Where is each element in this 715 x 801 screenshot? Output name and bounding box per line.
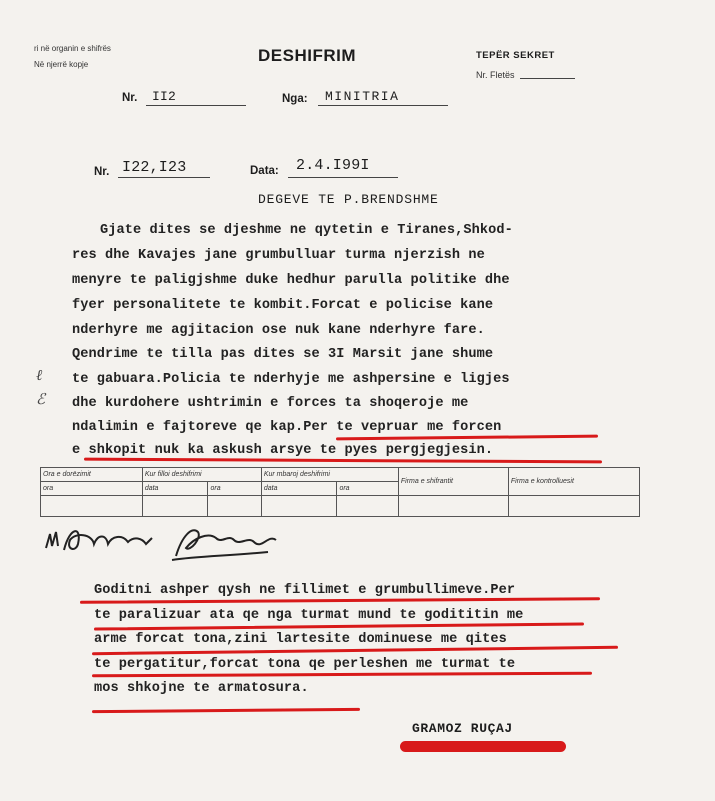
- date-label: Data:: [250, 165, 279, 177]
- margin-handwriting-2: ℰ: [36, 390, 46, 408]
- doc-nr-value: I22,I23: [122, 159, 187, 176]
- body-line: ndalimin e fajtoreve qe kap.Per te vepruar me forcen: [72, 420, 502, 435]
- body-line: te gabuara.Policia te nderhyje me ashpersine e ligjes: [72, 372, 510, 387]
- table-subheader: ora: [337, 482, 398, 496]
- from-line: [318, 105, 448, 106]
- table-subheader: data: [142, 482, 208, 496]
- body-line: Qendrime te tilla pas dites se 3I Marsit jane shume: [72, 347, 494, 362]
- table-subheader: data: [261, 482, 337, 496]
- red-underline: [92, 708, 360, 713]
- body-line: menyre te paligjshme duke hedhur parulla politike dhe: [72, 273, 510, 288]
- table-header: Firma e kontrolluesit: [508, 468, 639, 496]
- table-header: Firma e shifrantit: [398, 468, 508, 496]
- table-header: Ora e dorëzimit: [41, 468, 143, 482]
- handwritten-signature-2: [168, 516, 298, 566]
- table-cell: [142, 496, 208, 517]
- margin-handwriting-1: ℓ: [36, 366, 43, 384]
- addressee: DEGEVE TE P.BRENDSHME: [258, 192, 439, 207]
- red-underline: [92, 672, 592, 678]
- table-header: Kur mbaroj deshifrimi: [261, 468, 398, 482]
- sender-name: GRAMOZ RUÇAJ: [412, 721, 513, 736]
- table-cell: [41, 496, 143, 517]
- red-highlight-mark: [400, 741, 566, 752]
- date-line: [288, 177, 398, 178]
- continued-line: te paralizuar ata qe nga turmat mund te godititin me: [94, 608, 524, 623]
- handwritten-signature-1: [42, 520, 172, 560]
- body-line: res dhe Kavajes jane grumbulluar turma njerzish ne: [72, 248, 485, 263]
- continued-line: Goditni ashper qysh ne fillimet e grumbullimeve.Per: [94, 583, 516, 598]
- body-line: Gjate dites se djeshme ne qytetin e Tiranes,Shkod-: [100, 223, 513, 238]
- continued-line: mos shkojne te armatosura.: [94, 681, 309, 696]
- table-subheader: ora: [208, 482, 261, 496]
- header-note-1: ri në organin e shifrës: [34, 44, 111, 53]
- doc-nr-label: Nr.: [94, 166, 110, 178]
- ref-nr-line: [146, 105, 246, 106]
- header-note-2: Në njerrë kopje: [34, 60, 89, 69]
- red-underline: [92, 646, 618, 655]
- red-underline: [80, 597, 600, 604]
- ref-nr-value: II2: [152, 89, 177, 104]
- date-value: 2.4.I99I: [296, 157, 370, 174]
- doc-nr-line: [118, 177, 210, 178]
- table-header: Kur filloi deshifrimi: [142, 468, 261, 482]
- cipher-log-table: [40, 467, 640, 517]
- table-cell: [398, 496, 508, 517]
- continued-line: arme forcat tona,zini lartesite dominuese me qites: [94, 632, 507, 647]
- document-title: DESHIFRIM: [258, 46, 356, 65]
- table-cell: [508, 496, 639, 517]
- body-line: e shkopit nuk ka askush arsye te pyes pergjegjesin.: [72, 443, 494, 458]
- table-cell: [337, 496, 398, 517]
- table-cell: [261, 496, 337, 517]
- table-cell: [208, 496, 261, 517]
- from-value: MINITRIA: [325, 89, 400, 104]
- body-line: dhe kurdohere ushtrimin e forces ta shoqeroje me: [72, 396, 469, 411]
- from-label: Nga:: [282, 93, 308, 105]
- sheet-number-line: [520, 78, 575, 79]
- classification-label: TEPËR SEKRET: [476, 50, 555, 61]
- red-underline: [336, 435, 598, 441]
- ref-nr-label: Nr.: [122, 92, 138, 104]
- body-line: nderhyre me agjitacion ose nuk kane nderhyre fare.: [72, 323, 485, 338]
- continued-line: te pergatitur,forcat tona qe perleshen me turmat te: [94, 657, 516, 672]
- body-line: fyer personalitete te kombit.Forcat e policise kane: [72, 298, 494, 313]
- red-underline: [84, 458, 602, 464]
- table-subheader: ora: [41, 482, 143, 496]
- red-underline: [94, 622, 584, 630]
- sheet-number-label: Nr. Fletës: [476, 70, 515, 80]
